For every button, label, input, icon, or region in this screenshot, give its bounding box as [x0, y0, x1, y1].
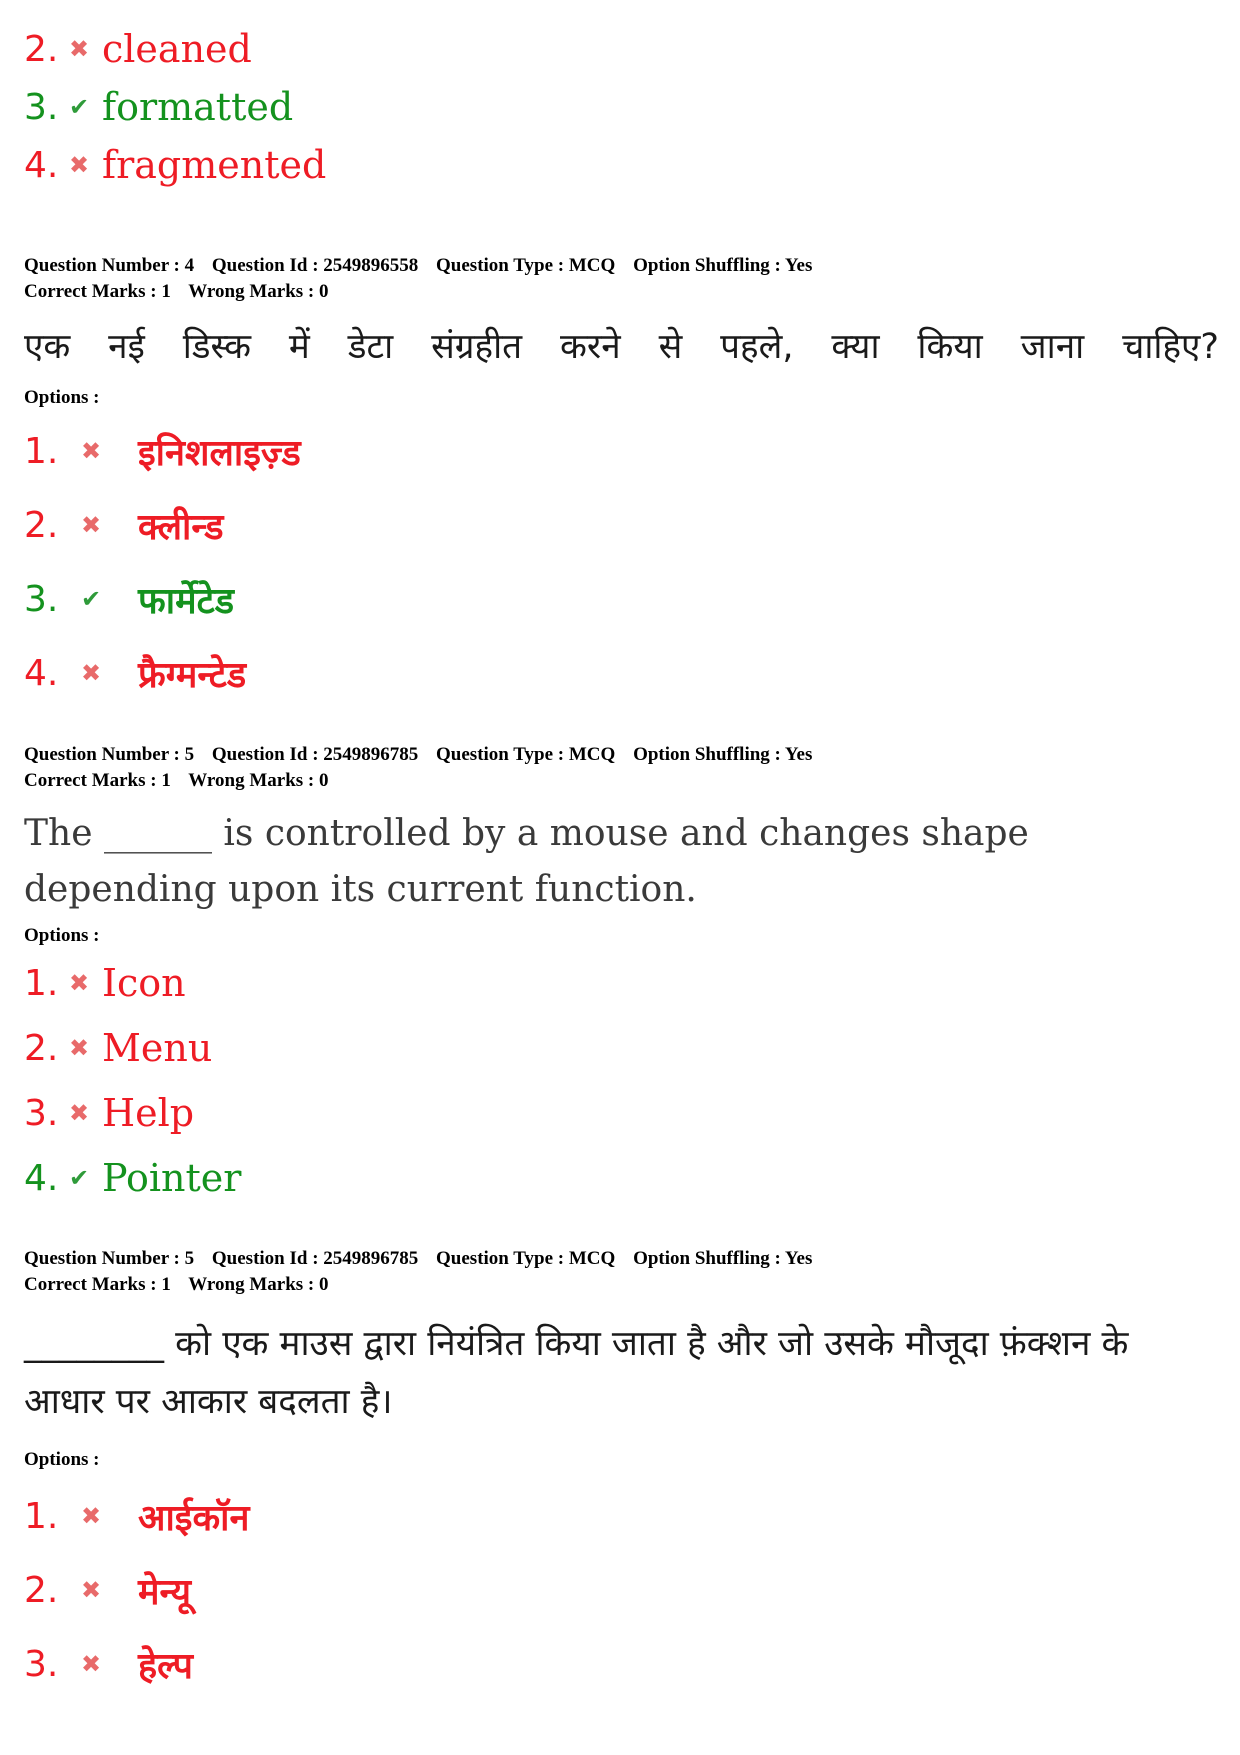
- option-item: [24, 82, 293, 132]
- cross-icon: ✖: [80, 438, 102, 465]
- question-text: एक नई डिस्क में डेटा संग्रहीत करने से पहले, क्या किया जाना चाहिए?: [24, 327, 1219, 367]
- cross-icon: ✖: [80, 1577, 102, 1604]
- question-meta: [24, 1246, 825, 1298]
- cross-icon: ✖: [80, 1503, 102, 1530]
- cross-icon: ✖: [68, 970, 90, 997]
- question-id: Question Id : 2549896558: [211, 255, 419, 276]
- cross-icon: ✖: [80, 1651, 102, 1678]
- option-text: फ्रैग्मन्टेड: [138, 654, 247, 696]
- question-id: Question Id : 2549896785: [211, 1248, 419, 1269]
- option-number: 3.: [24, 1643, 59, 1685]
- option-number: 4.: [24, 1157, 59, 1199]
- option-item: [24, 500, 224, 550]
- question-id: Question Id : 2549896785: [211, 744, 419, 765]
- option-item: [24, 1023, 212, 1073]
- option-text: इनिशलाइज़्ड: [138, 432, 301, 474]
- option-item: [24, 140, 326, 190]
- question-number: Question Number : 5: [24, 1248, 195, 1269]
- question-number: Question Number : 5: [24, 744, 195, 765]
- cross-icon: ✖: [80, 512, 102, 539]
- option-number: 3.: [24, 1092, 59, 1134]
- option-text: मेन्यू: [138, 1571, 192, 1613]
- question-type: Question Type : MCQ: [436, 744, 616, 765]
- option-number: 2.: [24, 1569, 59, 1611]
- correct-marks: Correct Marks : 1: [24, 281, 171, 302]
- correct-marks: Correct Marks : 1: [24, 1274, 171, 1295]
- option-item: [24, 1491, 249, 1541]
- option-item: [24, 958, 186, 1008]
- cross-icon: ✖: [68, 152, 90, 179]
- option-number: 1.: [24, 1495, 59, 1537]
- option-text: fragmented: [102, 143, 327, 187]
- cross-icon: ✖: [68, 1100, 90, 1127]
- cross-icon: ✖: [68, 1035, 90, 1062]
- option-shuffling: Option Shuffling : Yes: [633, 744, 813, 765]
- wrong-marks: Wrong Marks : 0: [188, 1274, 329, 1295]
- option-number: 2.: [24, 28, 59, 70]
- check-icon: ✔: [68, 94, 90, 121]
- question-number: Question Number : 4: [24, 255, 195, 276]
- option-shuffling: Option Shuffling : Yes: [633, 255, 813, 276]
- question-type: Question Type : MCQ: [436, 1248, 616, 1269]
- cross-icon: ✖: [68, 36, 90, 63]
- option-shuffling: Option Shuffling : Yes: [633, 1248, 813, 1269]
- option-item: [24, 648, 246, 698]
- option-item: [24, 426, 301, 476]
- option-number: 4.: [24, 144, 59, 186]
- option-text: formatted: [102, 85, 294, 129]
- option-item: [24, 1639, 193, 1689]
- correct-marks: Correct Marks : 1: [24, 770, 171, 791]
- option-number: 3.: [24, 86, 59, 128]
- option-text: फार्मेटेड: [138, 580, 235, 622]
- option-text: Pointer: [102, 1156, 242, 1200]
- option-item: [24, 1153, 241, 1203]
- question-type: Question Type : MCQ: [436, 255, 616, 276]
- option-number: 3.: [24, 578, 59, 620]
- option-number: 2.: [24, 504, 59, 546]
- question-text: ________ को एक माउस द्वारा नियंत्रित किया जाता है और जो उसके मौजूदा फ़ंक्शन के आधार पर आकार बदलता है।: [24, 1324, 1129, 1422]
- cross-icon: ✖: [80, 660, 102, 687]
- option-item: [24, 24, 252, 74]
- option-text: cleaned: [102, 27, 252, 71]
- options-label: Options :: [24, 387, 100, 408]
- option-item: [24, 1565, 191, 1615]
- option-text: आईकॉन: [138, 1497, 250, 1539]
- option-text: Menu: [102, 1026, 213, 1070]
- option-item: [24, 574, 234, 624]
- option-number: 4.: [24, 652, 59, 694]
- wrong-marks: Wrong Marks : 0: [188, 770, 329, 791]
- option-number: 1.: [24, 962, 59, 1004]
- wrong-marks: Wrong Marks : 0: [188, 281, 329, 302]
- options-label: Options :: [24, 925, 100, 946]
- option-text: Icon: [102, 961, 186, 1005]
- option-text: क्लीन्ड: [138, 506, 224, 548]
- check-icon: ✔: [68, 1165, 90, 1192]
- options-label: Options :: [24, 1449, 100, 1470]
- question-meta: [24, 742, 825, 794]
- option-item: [24, 1088, 194, 1138]
- check-icon: ✔: [80, 586, 102, 613]
- option-text: Help: [102, 1091, 195, 1135]
- option-number: 2.: [24, 1027, 59, 1069]
- option-text: हेल्प: [138, 1645, 194, 1687]
- question-text: The ______ is controlled by a mouse and changes shape depending upon its current function.: [24, 813, 1029, 910]
- option-number: 1.: [24, 430, 59, 472]
- question-meta: [24, 253, 825, 305]
